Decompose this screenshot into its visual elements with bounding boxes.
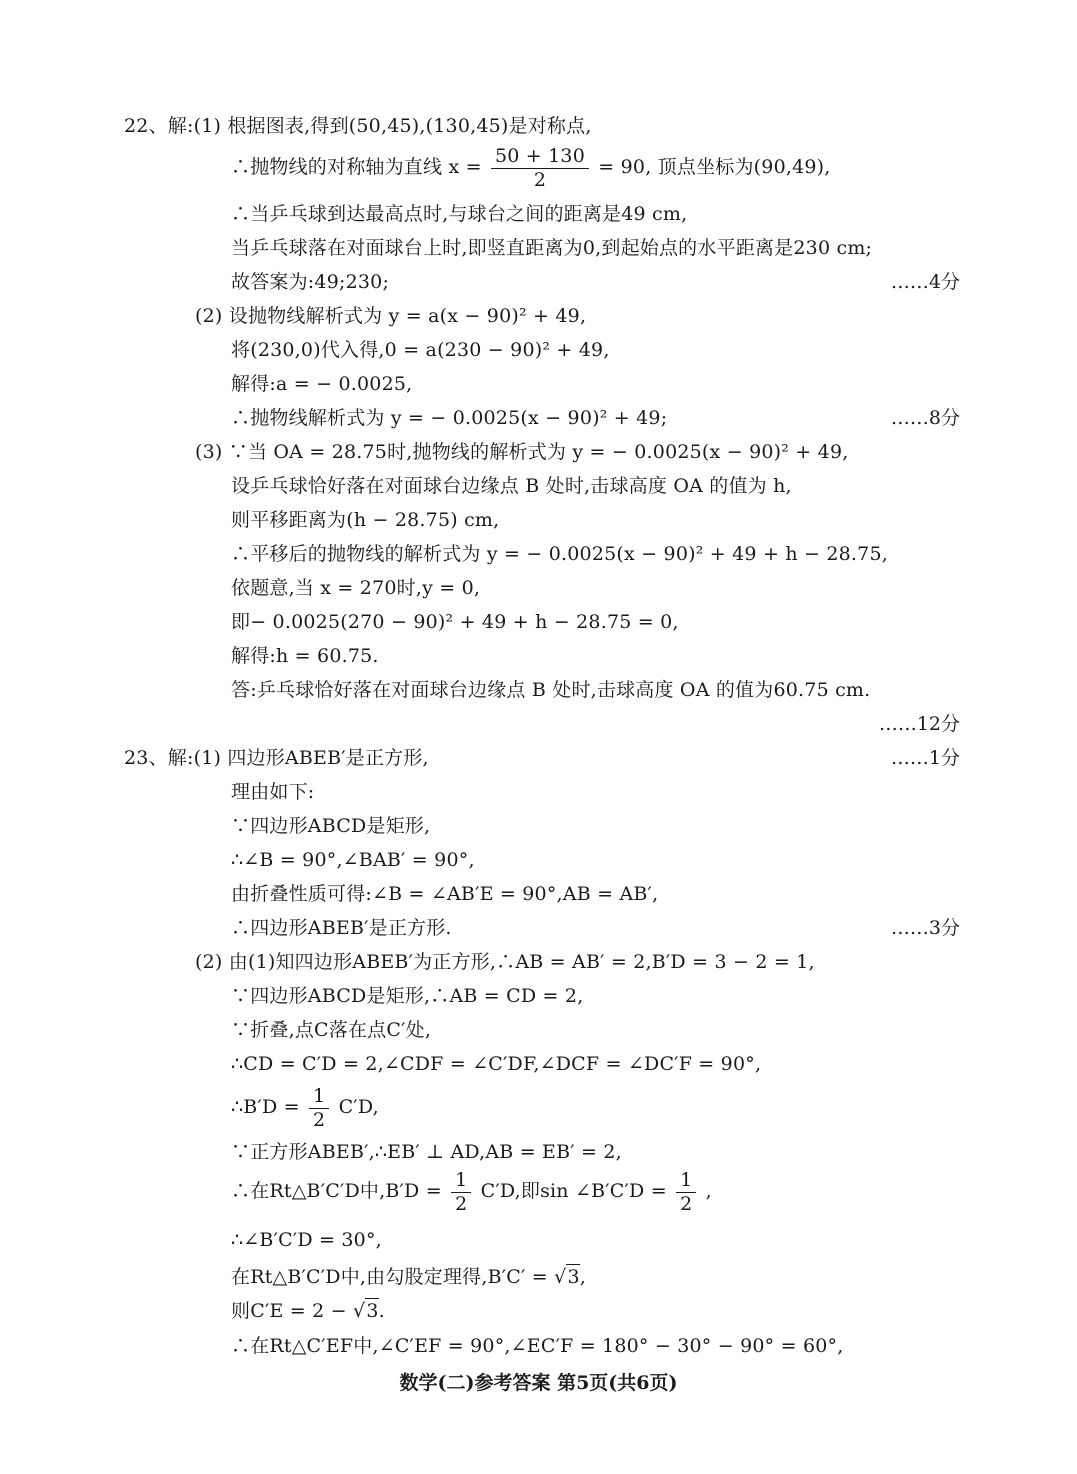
q23-part2-sine-line [231,1168,712,1215]
q22-part3-line: 则平移距离为(h − 28.75) cm, [231,509,500,531]
q22-part3-line: 即− 0.0025(270 − 90)² + 49 + h − 28.75 = 0, [231,611,679,633]
fraction-numerator: 1 [309,1086,329,1109]
q22-part3-line: ∴平移后的抛物线的解析式为 y = − 0.0025(x − 90)² + 49 + h − 28.75, [231,543,888,565]
fraction-numerator: 50 + 130 [491,146,589,169]
q22-intro: 22、解:(1) 根据图表,得到(50,45),(130,45)是对称点, [124,115,592,137]
half-fraction [309,1086,329,1131]
sqrt-radicand: 3 [366,1300,379,1322]
q23-part1-line: ∴四边形ABEB′是正方形. [231,917,452,939]
page-footer: 数学(二)参考答案 第5页(共6页) [399,1372,678,1394]
half-fraction [676,1170,696,1215]
q23-part2-fraction-line [231,1084,379,1131]
q23-intro: 23、解:(1) 四边形ABEB′是正方形, [124,747,429,769]
q22-vertex-text: = 90, 顶点坐标为(90,49), [598,156,831,178]
q22-max-height: ∴当乒乓球到达最高点时,与球台之间的距离是49 cm, [231,203,688,225]
q22-part3-line: 依题意,当 x = 270时,y = 0, [231,577,481,599]
q22-answer-1: 故答案为:49;230; [231,271,390,293]
q23-part1-line: ∴∠B = 90°,∠BAB′ = 90°, [231,849,475,871]
fraction-numerator: 1 [676,1170,696,1193]
q22-part2-line: 解得:a = − 0.0025, [231,373,413,395]
q23-part2-sqrt-line [231,1264,586,1289]
line-text: , [579,1266,586,1288]
fraction-denominator: 2 [680,1192,693,1215]
score-mark: ……12分 [878,713,960,735]
q23-part2-line: ∵四边形ABCD是矩形,∴AB = CD = 2, [231,985,584,1007]
q23-part2-line: (2) 由(1)知四边形ABEB′为正方形,∴AB = AB′ = 2,B′D = 3 − 2 = 1, [195,951,815,973]
q23-part2-line: ∴∠B′C′D = 30°, [231,1229,382,1251]
q23-part2-line: ∴CD = C′D = 2,∠CDF = ∠C′DF,∠DCF = ∠DC′F = 90°, [231,1053,762,1075]
line-text: , [705,1180,712,1202]
fraction-denominator: 2 [313,1108,326,1131]
q22-part2-line: (2) 设抛物线解析式为 y = a(x − 90)² + 49, [195,305,587,327]
q22-part3-line: 设乒乓球恰好落在对面球台边缘点 B 处时,击球高度 OA 的值为 h, [231,475,792,497]
score-mark: ……3分 [890,917,960,939]
q23-part2-line: ∵折叠,点C落在点C′处, [231,1019,432,1041]
score-mark: ……4分 [890,271,960,293]
q22-axis-fraction [491,146,589,191]
q22-axis-line [231,144,831,191]
line-text: C′D, [338,1096,379,1118]
q22-part3-line: 解得:h = 60.75. [231,645,379,667]
q23-part2-line: ∴在Rt△C′EF中,∠C′EF = 90°,∠EC′F = 180° − 30° − 90° = 60°, [231,1335,844,1357]
q22-part3-line: (3) ∵当 OA = 28.75时,抛物线的解析式为 y = − 0.0025(x − 90)² + 49, [195,441,849,463]
q23-part1-line: 理由如下: [231,781,315,803]
fraction-denominator: 2 [455,1192,468,1215]
fraction-numerator: 1 [451,1170,471,1193]
score-mark: ……8分 [890,407,960,429]
half-fraction [451,1170,471,1215]
sqrt-radicand: 3 [567,1266,580,1288]
q22-part3-answer: 答:乒乓球恰好落在对面球台边缘点 B 处时,击球高度 OA 的值为60.75 cm. [231,679,871,701]
q23-part1-line: ∵四边形ABCD是矩形, [231,815,431,837]
line-text: 则C′E = 2 − √ [231,1300,366,1322]
q22-axis-text: ∴抛物线的对称轴为直线 x = [231,156,482,178]
score-mark: ……1分 [890,747,960,769]
q23-part2-line: ∵正方形ABEB′,∴EB′ ⊥ AD,AB = EB′ = 2, [231,1141,622,1163]
line-text: 在Rt△B′C′D中,由勾股定理得,B′C′ = √ [231,1266,567,1288]
line-text: . [378,1300,385,1322]
q23-part2-sqrt-line [231,1298,385,1323]
line-text: ∴在Rt△B′C′D中,B′D = [231,1180,442,1202]
line-text: ∴B′D = [231,1096,300,1118]
q22-part2-line: 将(230,0)代入得,0 = a(230 − 90)² + 49, [231,339,610,361]
fraction-denominator: 2 [533,168,547,191]
q22-horizontal-distance: 当乒乓球落在对面球台上时,即竖直距离为0,到起始点的水平距离是230 cm; [231,237,873,259]
q22-part2-line: ∴抛物线解析式为 y = − 0.0025(x − 90)² + 49; [231,407,668,429]
line-text: C′D,即sin ∠B′C′D = [480,1180,667,1202]
q23-part1-line: 由折叠性质可得:∠B = ∠AB′E = 90°,AB = AB′, [231,883,659,905]
